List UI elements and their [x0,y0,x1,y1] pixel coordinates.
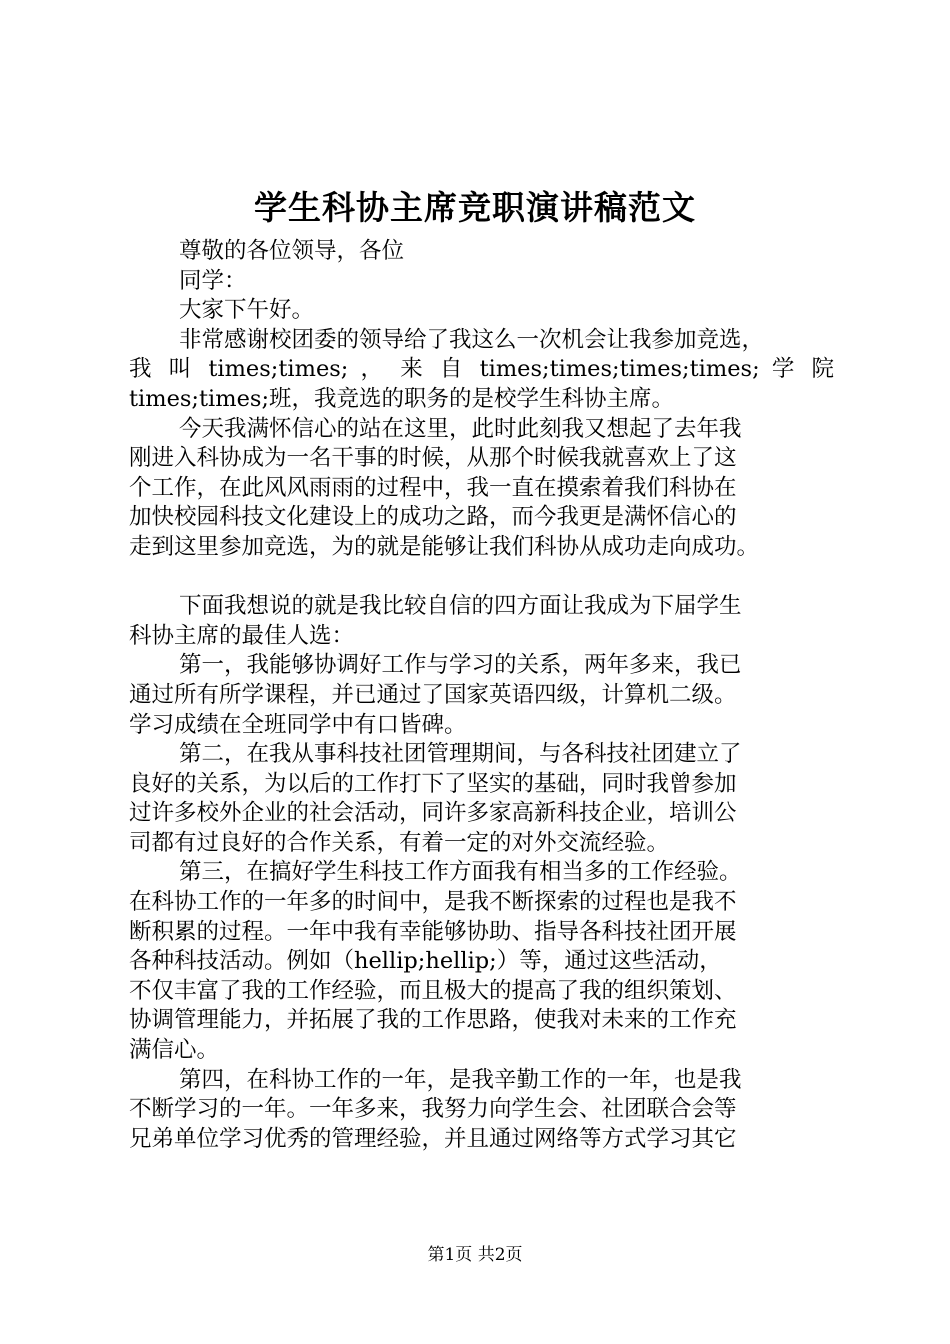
paragraph-line: 非常感谢校团委的领导给了我这么一次机会让我参加竞选， [179,326,765,353]
paragraph-line: 过许多校外企业的社会活动，同许多家高新科技企业，培训公 [129,800,737,827]
page-footer: 第1页 共2页 [427,1245,523,1265]
paragraph-line: 不断学习的一年。一年多来，我努力向学生会、社团联合会等 [129,1096,737,1123]
paragraph-line: 同学： [179,267,247,294]
paragraph-line: 下面我想说的就是我比较自信的四方面让我成为下届学生 [179,593,742,620]
paragraph-line: 在科协工作的一年多的时间中，是我不断探索的过程也是我不 [129,889,737,916]
document-body [129,237,834,1154]
paragraph-line: 科协主席的最佳人选： [129,622,355,649]
paragraph-line: 断积累的过程。一年中我有幸能够协助、指导各科技社团开展 [129,918,737,945]
paragraph-line: 第四，在科协工作的一年，是我辛勤工作的一年，也是我 [179,1066,742,1093]
paragraph-line: 第二，在我从事科技社团管理期间，与各科技社团建立了 [179,741,742,768]
paragraph-line: 通过所有所学课程，并已通过了国家英语四级，计算机二级。 [129,681,737,708]
paragraph-line: 良好的关系，为以后的工作打下了坚实的基础，同时我曾参加 [129,770,737,797]
paragraph-line: 今天我满怀信心的站在这里，此时此刻我又想起了去年我 [179,415,742,442]
paragraph-line: 各种科技活动。例如（hellip;hellip;）等，通过这些活动， [129,948,722,975]
paragraph-line: 第三，在搞好学生科技工作方面我有相当多的工作经验。 [179,859,742,886]
paragraph-line: 刚进入科协成为一名干事的时候，从那个时候我就喜欢上了这 [129,445,737,472]
paragraph-line: 协调管理能力，并拓展了我的工作思路，使我对未来的工作充 [129,1007,737,1034]
document-title: 学生科协主席竞职演讲稿范文 [254,188,696,227]
paragraph-line: 兄弟单位学习优秀的管理经验，并且通过网络等方式学习其它 [129,1125,737,1152]
paragraph-line: 走到这里参加竞选，为的就是能够让我们科协从成功走向成功。 [129,533,760,560]
paragraph-line: times;times;班，我竞选的职务的是校学生科协主席。 [129,385,675,412]
paragraph-gap [129,563,834,593]
paragraph-line: 学习成绩在全班同学中有口皆碑。 [129,711,467,738]
paragraph-line: 第一，我能够协调好工作与学习的关系，两年多来，我已 [179,652,742,679]
paragraph-line: 个工作，在此风风雨雨的过程中，我一直在摸索着我们科协在 [129,474,737,501]
paragraph-line: 不仅丰富了我的工作经验，而且极大的提高了我的组织策划、 [129,977,737,1004]
paragraph-line: 尊敬的各位领导，各位 [179,238,405,264]
paragraph-line: 满信心。 [129,1037,220,1064]
paragraph-line: 我 叫 times;times; ， 来 自 times;times;times;times; 学 院 [129,356,834,383]
paragraph-line: 司都有过良好的合作关系，有着一定的对外交流经验。 [129,829,670,856]
paragraph-line: 加快校园科技文化建设上的成功之路，而今我更是满怀信心的 [129,504,737,531]
paragraph-line: 大家下午好。 [179,297,315,324]
